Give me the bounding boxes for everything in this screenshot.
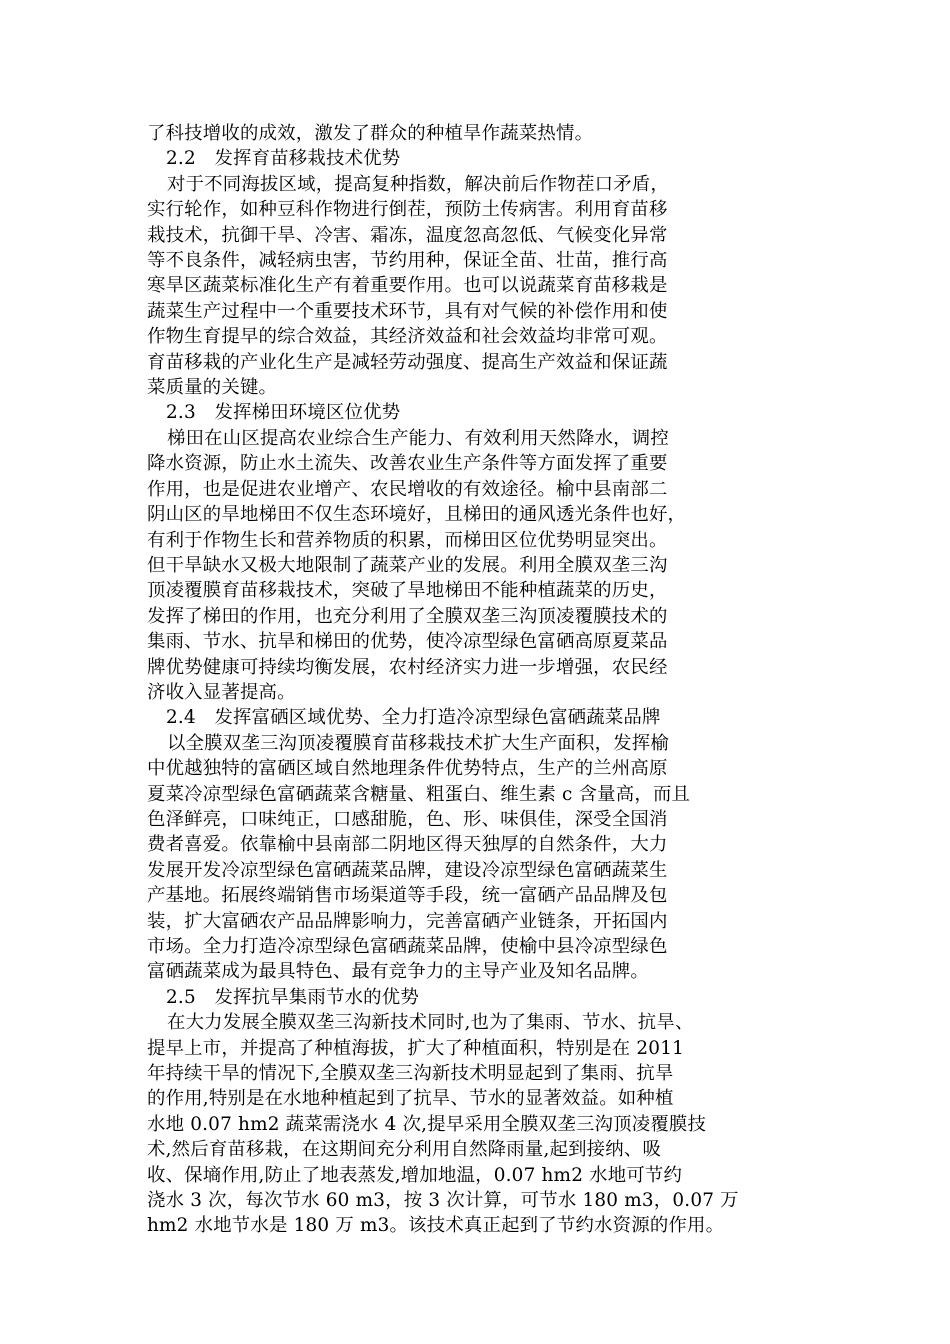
paragraph-line: 以全膜双垄三沟顶凌覆膜育苗移栽技术扩大生产面积，发挥榆 (167, 732, 669, 754)
section-heading-2-3: 2.3 发挥梯田环境区位优势 (166, 402, 401, 424)
paragraph-line: 育苗移栽的产业化生产是减轻劳动强度、提高生产效益和保证蔬 (147, 351, 668, 373)
paragraph-line: 发挥了梯田的作用，也充分利用了全膜双垄三沟顶凌覆膜技术的 (147, 605, 668, 627)
paragraph-line: 色泽鲜亮，口味纯正，口感甜脆，色、形、味俱佳，深受全国消 (147, 808, 668, 830)
paragraph-line: 夏菜冷凉型绿色富硒蔬菜含糖量、粗蛋白、维生素 c 含量高，而且 (147, 783, 691, 805)
paragraph-line: 阴山区的旱地梯田不仅生态环境好，且梯田的通风透光条件也好， (147, 504, 687, 526)
paragraph-line: 产基地。拓展终端销售市场渠道等手段，统一富硒产品品牌及包 (147, 885, 668, 907)
paragraph-line: 了科技增收的成效，激发了群众的种植旱作蔬菜热情。 (147, 123, 594, 144)
section-heading-2-5: 2.5 发挥抗旱集雨节水的优势 (166, 986, 419, 1008)
paragraph-line: 菜质量的关键。 (147, 377, 278, 399)
paragraph-line: 提早上市，并提高了种植海拔，扩大了种植面积，特别是在 2011 (147, 1037, 685, 1059)
document-page (147, 121, 807, 1239)
paragraph-line: 收、保墒作用,防止了地表蒸发,增加地温，0.07 hm2 水地可节约 (147, 1164, 683, 1186)
paragraph-line: 的作用,特别是在水地种植起到了抗旱、节水的显著效益。如种植 (147, 1088, 674, 1110)
paragraph-line: 顶凌覆膜育苗移栽技术，突破了旱地梯田不能种植蔬菜的历史， (147, 580, 668, 602)
paragraph-line: 浇水 3 次，每次节水 60 m3，按 3 次计算，可节水 180 m3，0.07 万 (147, 1190, 739, 1212)
paragraph-line: 市场。全力打造冷凉型绿色富硒蔬菜品牌，使榆中县冷凉型绿色 (147, 936, 668, 957)
paragraph-line: 有利于作物生长和营养物质的积累，而梯田区位优势明显突出。 (147, 529, 668, 551)
paragraph-line: 蔬菜生产过程中一个重要技术环节，具有对气候的补偿作用和使 (147, 300, 668, 322)
paragraph-line: 在大力发展全膜双垄三沟新技术同时,也为了集雨、节水、抗旱、 (167, 1012, 694, 1034)
paragraph-line: 集雨、节水、抗旱和梯田的优势，使冷凉型绿色富硒高原夏菜品 (147, 631, 668, 653)
section-heading-2-4: 2.4 发挥富硒区域优势、全力打造冷凉型绿色富硒蔬菜品牌 (166, 707, 661, 729)
paragraph-line: 降水资源，防止水土流失、改善农业生产条件等方面发挥了重要 (147, 453, 668, 475)
paragraph-line: 对于不同海拔区域，提高复种指数，解决前后作物茬口矛盾， (167, 173, 669, 195)
paragraph-line: 术,然后育苗移栽，在这期间充分利用自然降雨量,起到接纳、吸 (147, 1139, 662, 1161)
paragraph-line: hm2 水地节水是 180 万 m3。该技术真正起到了节约水资源的作用。 (147, 1215, 725, 1237)
paragraph-line: 水地 0.07 hm2 蔬菜需浇水 4 次,提早采用全膜双垄三沟顶凌覆膜技 (147, 1113, 707, 1135)
paragraph-line: 梯田在山区提高农业综合生产能力、有效利用天然降水，调控 (167, 427, 669, 449)
paragraph-line: 发展开发冷凉型绿色富硒蔬菜品牌，建设冷凉型绿色富硒蔬菜生 (147, 859, 668, 881)
paragraph-line: 作物生育提早的综合效益，其经济效益和社会效益均非常可观。 (147, 326, 668, 348)
section-heading-2-2: 2.2 发挥育苗移栽技术优势 (166, 148, 401, 170)
paragraph-line: 中优越独特的富硒区域自然地理条件优势特点，生产的兰州高原 (147, 758, 668, 780)
paragraph-line: 但干旱缺水又极大地限制了蔬菜产业的发展。利用全膜双垄三沟 (147, 554, 668, 576)
paragraph-line: 济收入显著提高。 (147, 681, 296, 703)
paragraph-line: 寒旱区蔬菜标准化生产有着重要作用。也可以说蔬菜育苗移栽是 (147, 275, 668, 297)
paragraph-line: 牌优势健康可持续均衡发展，农村经济实力进一步增强，农民经 (147, 656, 668, 678)
paragraph-line: 等不良条件，减轻病虫害，节约用种，保证全苗、壮苗，推行高 (147, 250, 668, 272)
paragraph-line: 装，扩大富硒农产品品牌影响力，完善富硒产业链条，开拓国内 (147, 910, 668, 932)
paragraph-line: 实行轮作，如种豆科作物进行倒茬，预防土传病害。利用育苗移 (147, 199, 668, 221)
paragraph-line: 栽技术，抗御干旱、冷害、霜冻，温度忽高忽低、气候变化异常 (147, 224, 668, 246)
paragraph-line: 年持续干旱的情况下,全膜双垄三沟新技术明显起到了集雨、抗旱 (147, 1063, 674, 1085)
paragraph-line: 富硒蔬菜成为最具特色、最有竞争力的主导产业及知名品牌。 (147, 961, 649, 983)
paragraph-line: 作用，也是促进农业增产、农民增收的有效途径。榆中县南部二 (147, 478, 668, 500)
paragraph-line: 费者喜爱。依靠榆中县南部二阴地区得天独厚的自然条件，大力 (147, 834, 668, 856)
